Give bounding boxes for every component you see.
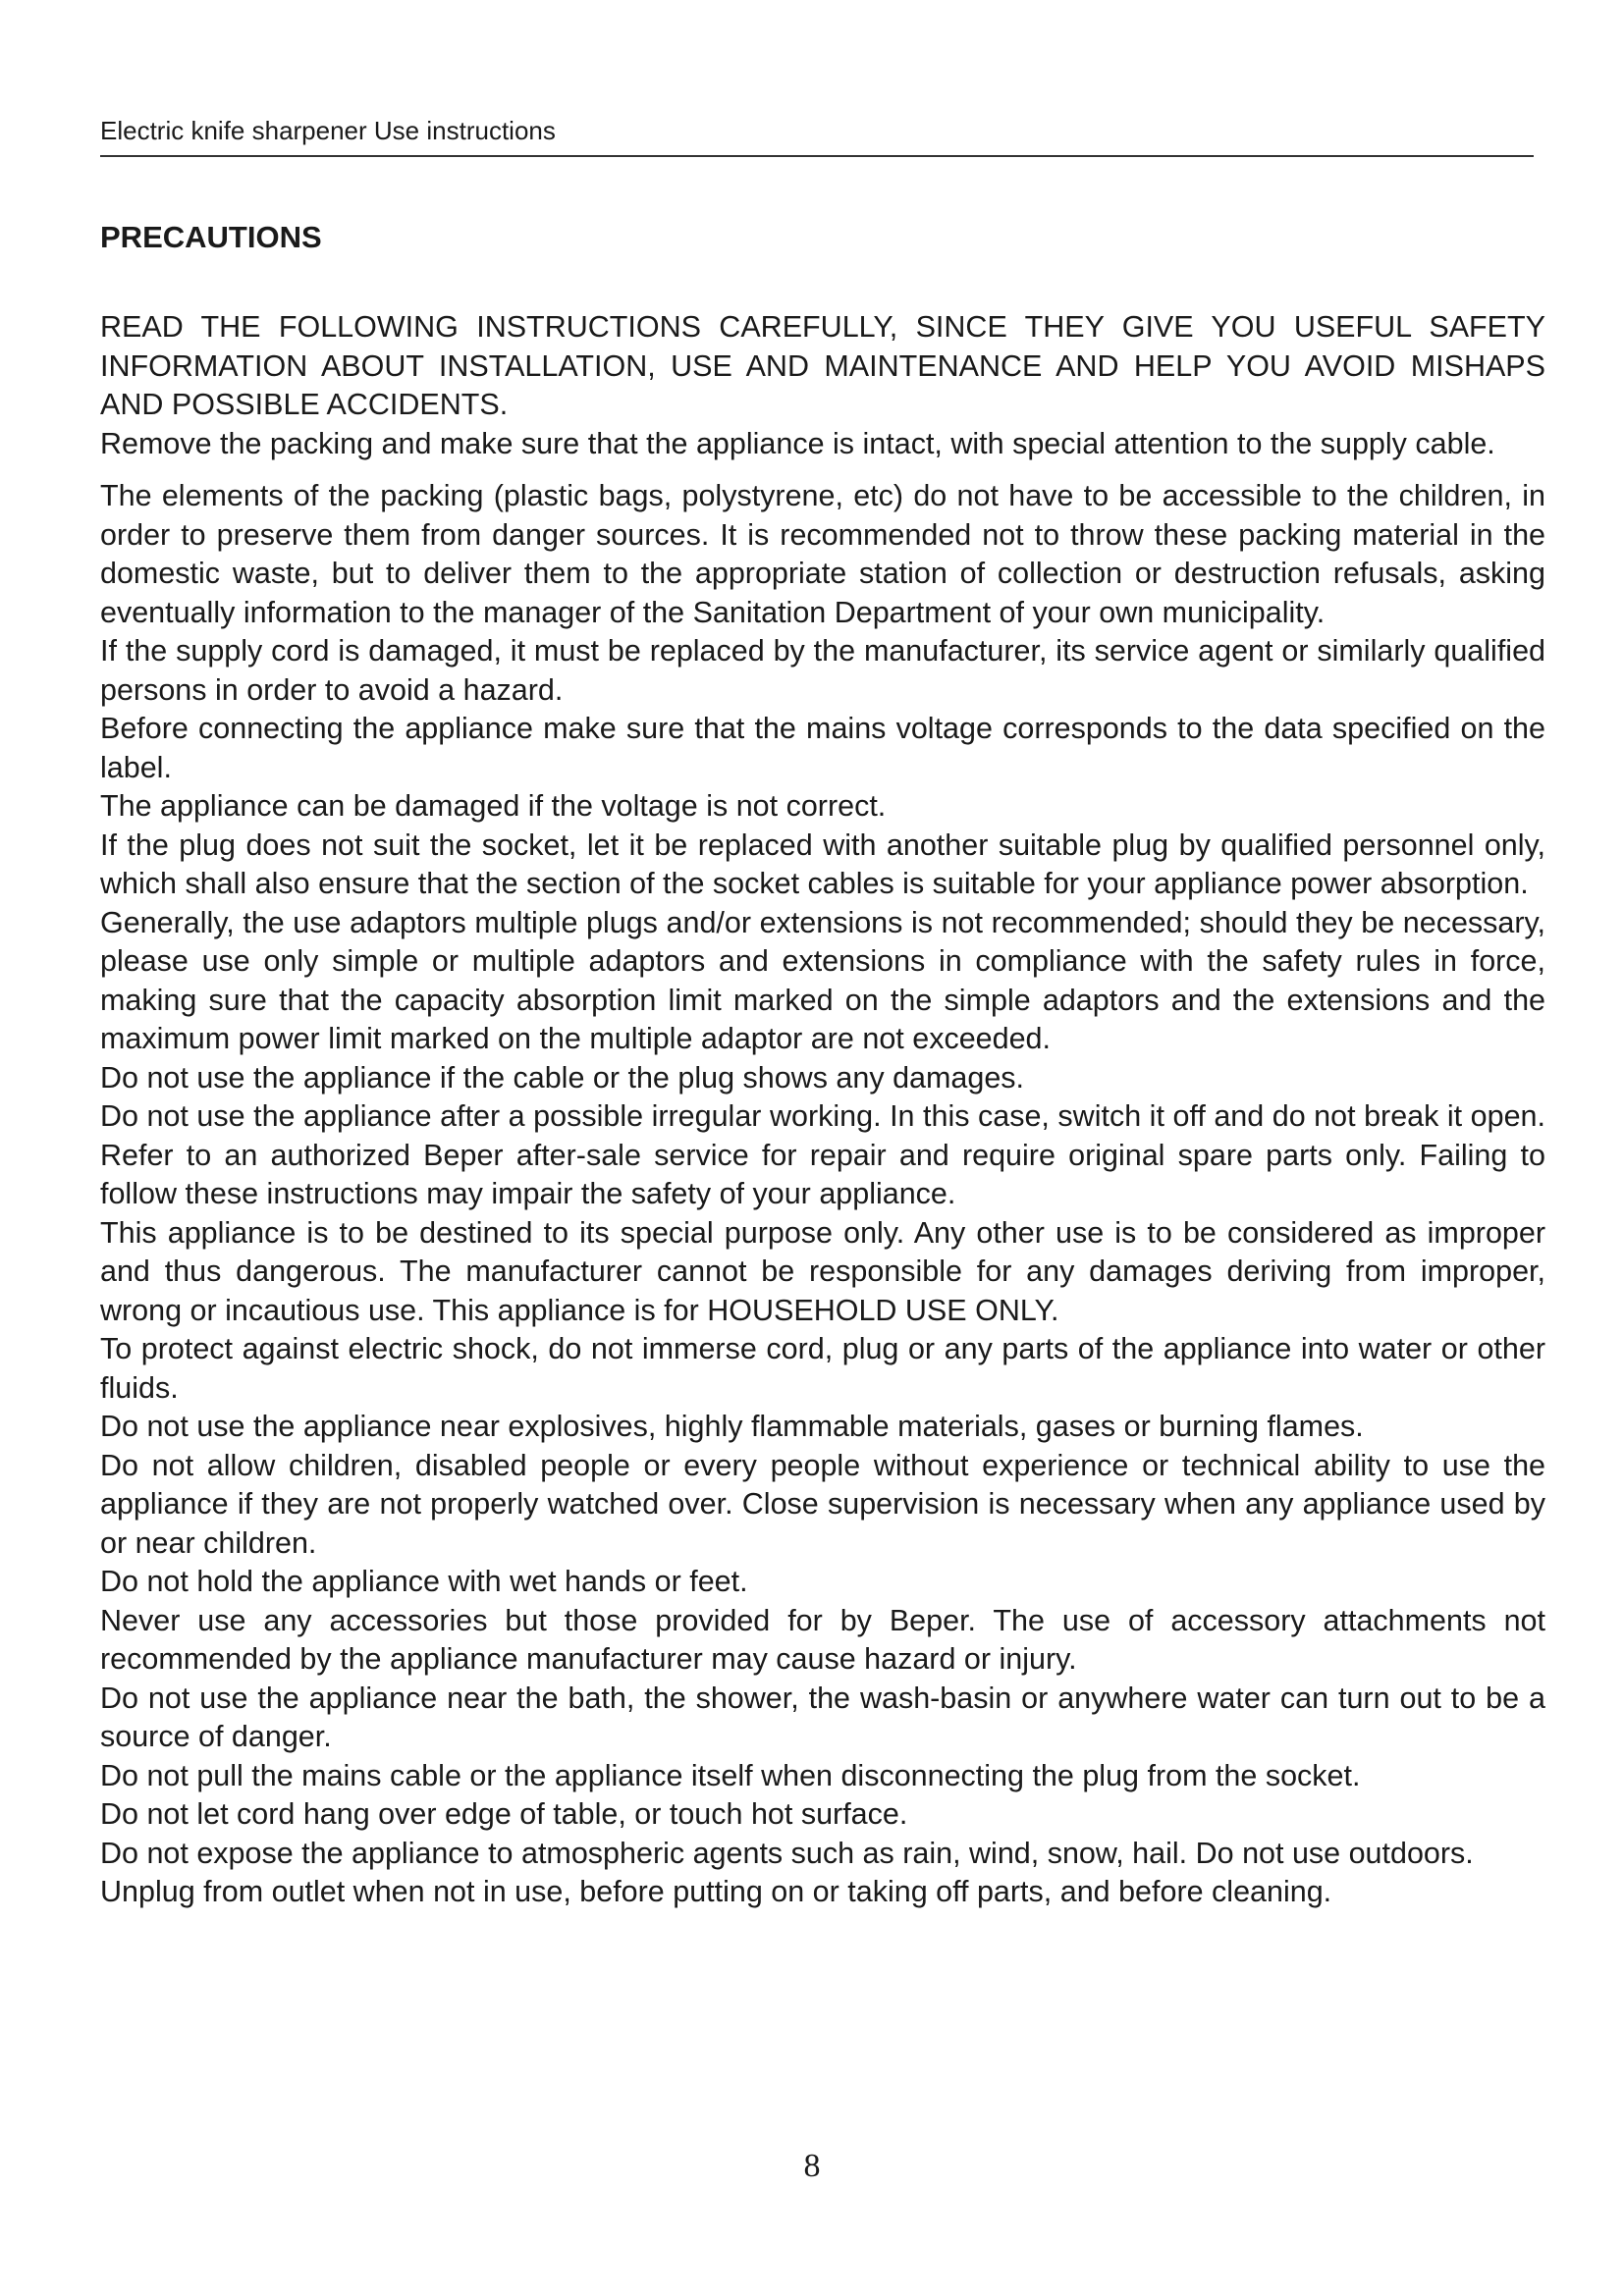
paragraph-voltage-damage: The appliance can be damaged if the voltage is not correct. [100,789,887,823]
paragraph-pull-cable: Do not pull the mains cable or the appliance itself when disconnecting the plug from the socket. [100,1758,1361,1792]
paragraph-unplug: Unplug from outlet when not in use, before putting on or taking off parts, and before cleaning. [100,1875,1332,1908]
document-title: Electric knife sharpener Use instructions [100,116,556,145]
page-header [100,114,1534,157]
paragraph-atmospheric-agents: Do not expose the appliance to atmospheric agents such as rain, wind, snow, hail. Do not use outdoors. [100,1836,1474,1870]
paragraph-children-supervision: Do not allow children, disabled people or every people without experience or technical ability to use the appliance if they are not properly watched over. Close supervision is necessary when any appliance used by or near children. [100,1448,1545,1560]
paragraph-read-instructions: READ THE FOLLOWING INSTRUCTIONS CAREFULLY, SINCE THEY GIVE YOU USEFUL SAFETY INFORMATION ABOUT INSTALLATION, USE AND MAINTENANCE AND HELP YOU AVOID MISHAPS AND POSSIBLE ACCIDENTS. [100,310,1545,421]
paragraph-packing-elements: The elements of the packing (plastic bags, polystyrene, etc) do not have to be accessible to the children, in order to preserve them from danger sources. It is recommended not to throw these packing material in the domestic waste, but to deliver them to the appropriate station of collection or destruction refusals, asking eventually information to the manager of the Sanitation Department of your own municipality. [100,479,1545,629]
paragraph-accessories: Never use any accessories but those provided for by Beper. The use of accessory attachments not recommended by the appliance manufacturer may cause hazard or injury. [100,1603,1545,1676]
paragraph-cord-edge: Do not let cord hang over edge of table, or touch hot surface. [100,1797,908,1831]
page-number: 8 [803,2148,821,2184]
paragraph-wet-hands: Do not hold the appliance with wet hands or feet. [100,1565,748,1598]
paragraph-mains-voltage: Before connecting the appliance make sure that the mains voltage corresponds to the data specified on the label. [100,712,1545,784]
paragraph-special-purpose: This appliance is to be destined to its special purpose only. Any other use is to be considered as improper and thus dangerous. The manufacturer cannot be responsible for any damages deriving from improper, wrong or incautious use. This appliance is for HOUSEHOLD USE ONLY. [100,1215,1545,1327]
paragraph-electric-shock: To protect against electric shock, do not immerse cord, plug or any parts of the appliance into water or other fluids. [100,1332,1545,1405]
paragraph-supply-cord-damaged: If the supply cord is damaged, it must be replaced by the manufacturer, its service agent or similarly qualified persons in order to avoid a hazard. [100,634,1545,707]
paragraph-explosives: Do not use the appliance near explosives, highly flammable materials, gases or burning flames. [100,1410,1364,1443]
paragraph-cable-damage: Do not use the appliance if the cable or the plug shows any damages. [100,1060,1025,1095]
paragraph-irregular-working: Do not use the appliance after a possible irregular working. In this case, switch it off and do not break it open. Refer to an authorized Beper after-sale service for repair and require original spare parts only. Failing to follow these instructions may impair the safety of your appliance. [100,1099,1545,1210]
paragraph-water-danger: Do not use the appliance near the bath, the shower, the wash-basin or anywhere water can turn out to be a source of danger. [100,1681,1545,1753]
paragraph-plug-socket: If the plug does not suit the socket, let it be replaced with another suitable plug by qualified personnel only, which shall also ensure that the section of the socket cables is suitable for your appliance power absorption. [100,828,1545,900]
paragraph-adaptors: Generally, the use adaptors multiple plugs and/or extensions is not recommended; should they be necessary, please use only simple or multiple adaptors and extensions in compliance with the safety rules in force, making sure that the capacity absorption limit marked on the simple adaptors and the extensions and the maximum power limit marked on the multiple adaptor are not exceeded. [100,905,1545,1055]
page-content [100,218,1545,2093]
paragraph-remove-packing: Remove the packing and make sure that the appliance is intact, with special attention to the supply cable. [100,426,1495,460]
section-title: PRECAUTIONS [100,220,322,254]
